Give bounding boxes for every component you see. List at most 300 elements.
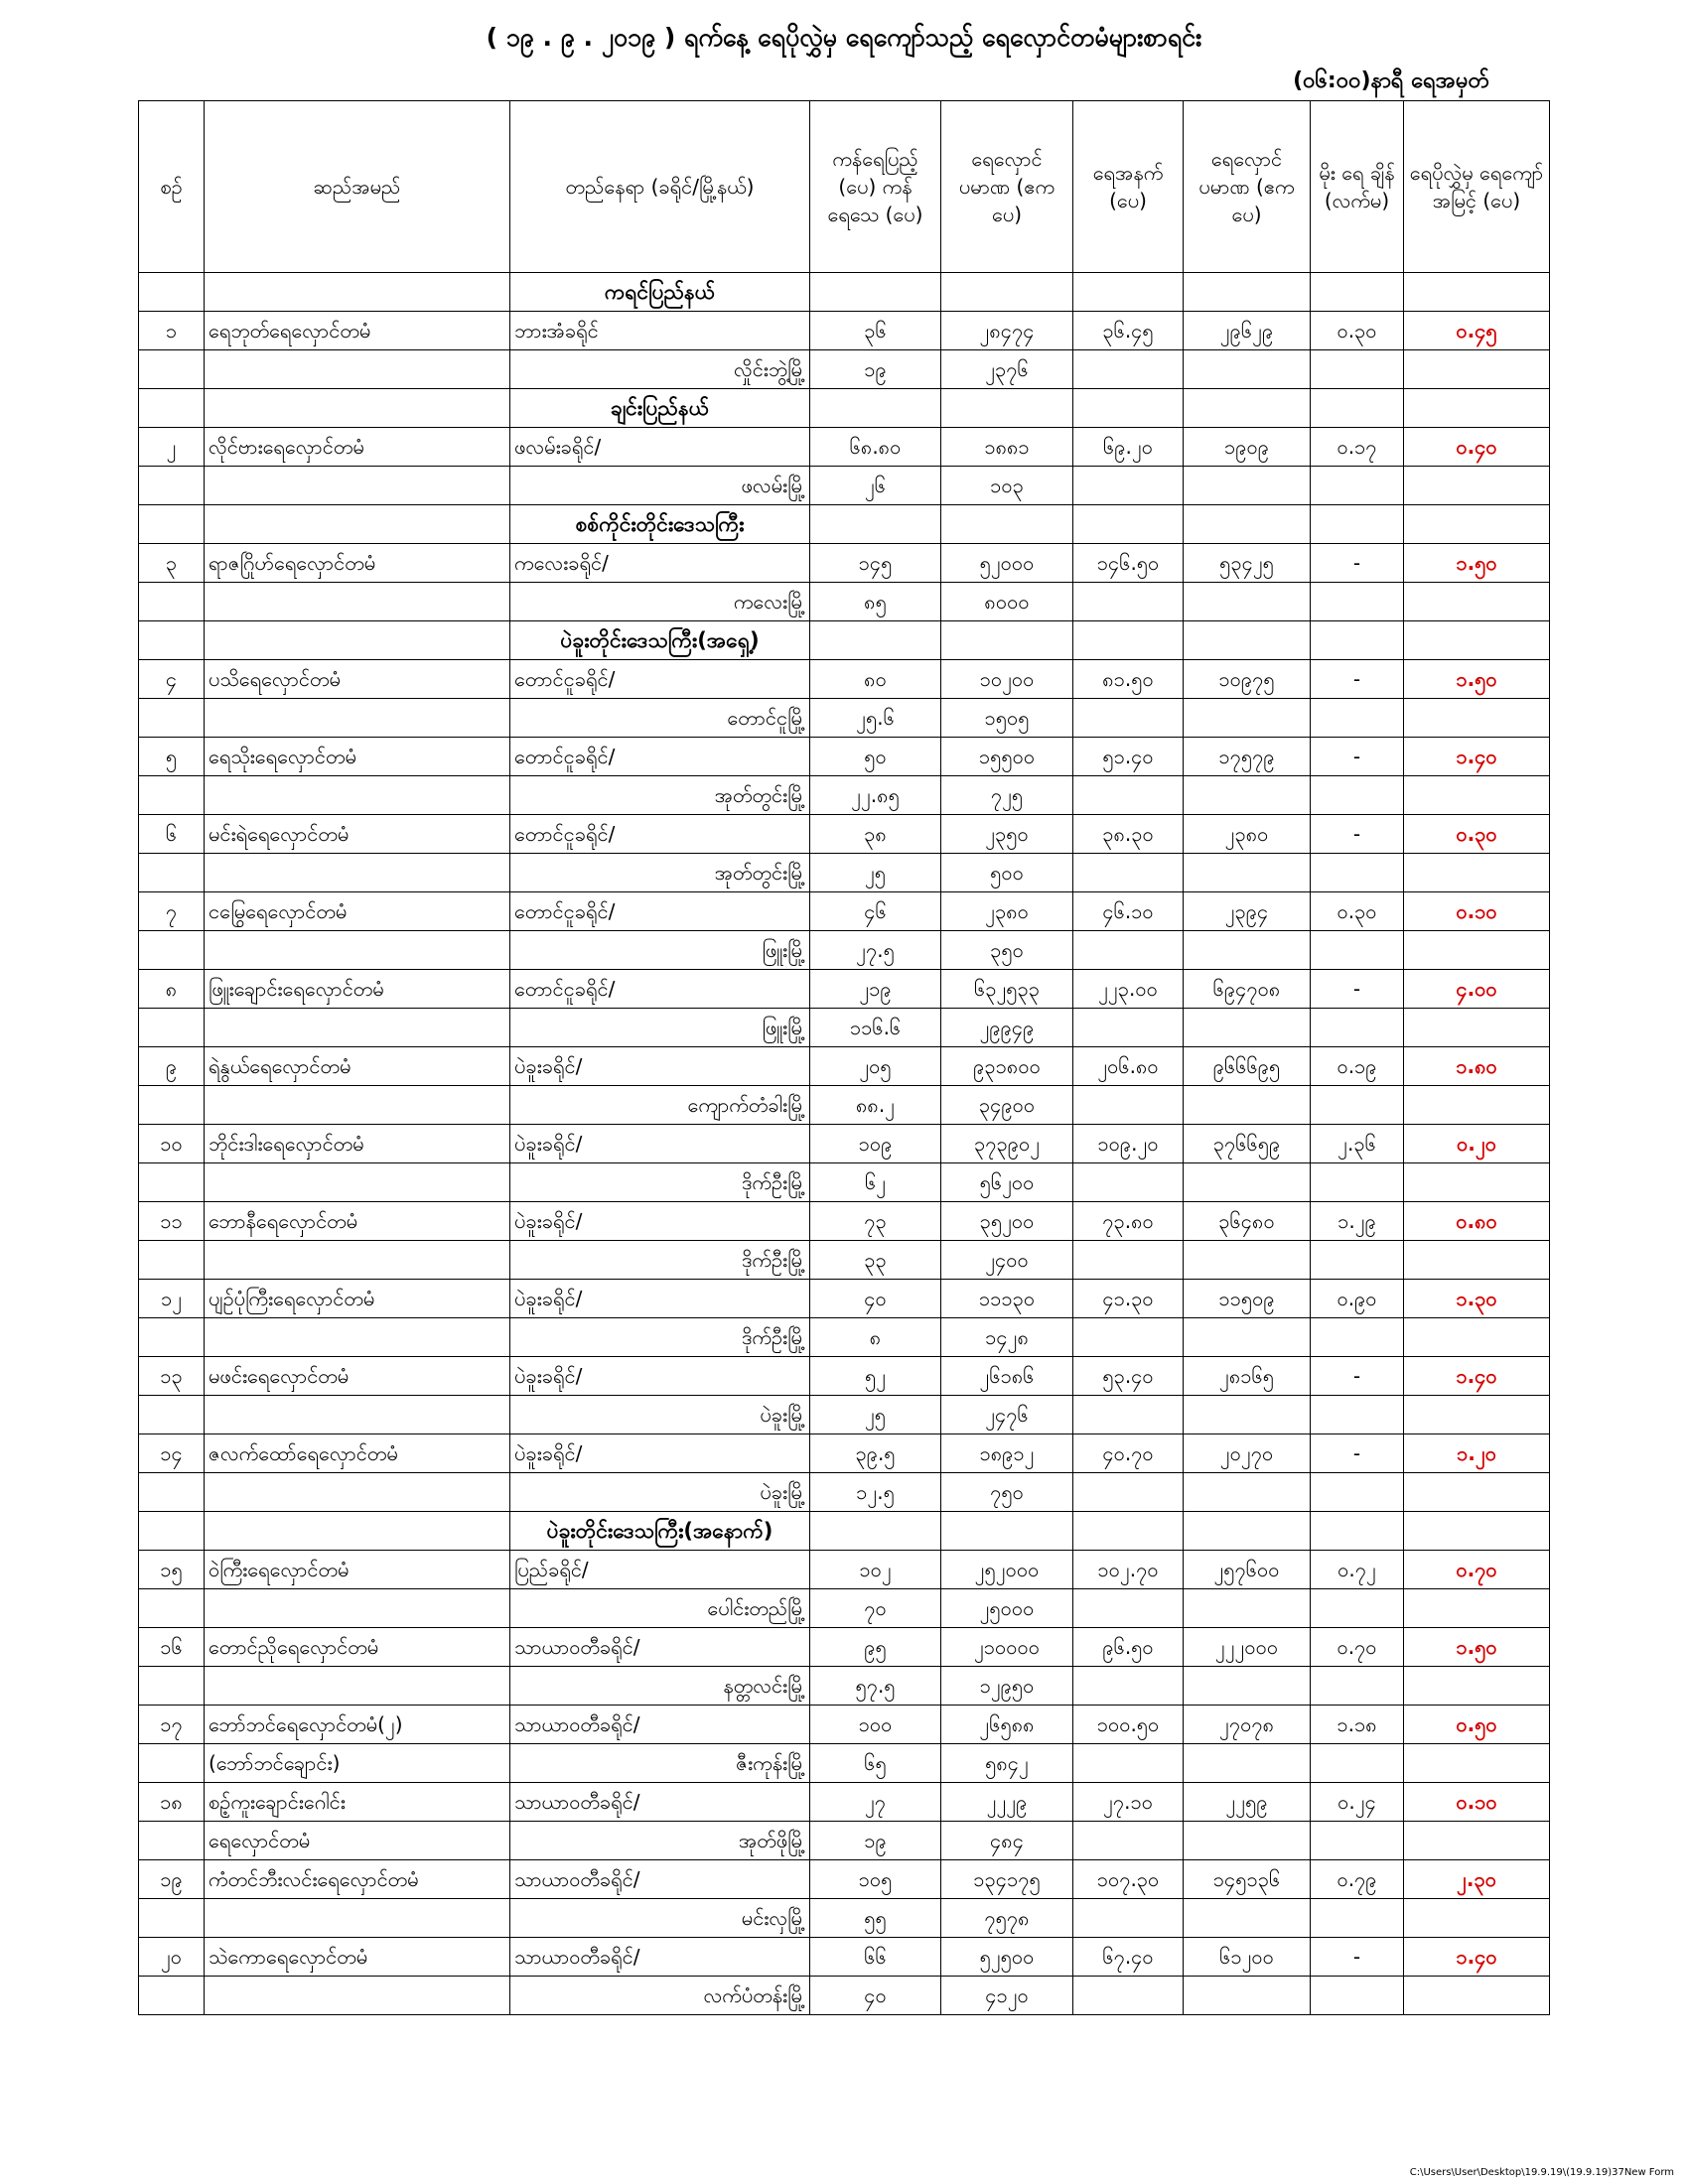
district: သာယာဝတီခရိုင်/ <box>510 1783 810 1822</box>
full-level: ၃၆ <box>810 312 941 350</box>
water-level: ၈၁.၅၀ <box>1073 660 1184 699</box>
full-level: ၈၀ <box>810 660 941 699</box>
table-row <box>139 1125 1550 1163</box>
storage: ၂၃၉၄ <box>1184 892 1311 931</box>
storage: ၁၄၅၁၃၆ <box>1184 1860 1311 1899</box>
empty-cell <box>941 505 1073 544</box>
township: လှိုင်းဘွဲ့မြို့ <box>510 350 810 389</box>
dam-name-line2 <box>205 854 510 892</box>
storage: ၆၁၂၀၀ <box>1184 1938 1311 1977</box>
empty-cell <box>1311 1086 1404 1125</box>
empty-cell <box>1184 467 1311 505</box>
dam-name: လိုင်ဗားရေလှောင်တမံ <box>205 428 510 467</box>
page-subtitle: (၀၆:၀၀)နာရီ ရေအမှတ် <box>1293 68 1489 93</box>
empty-cell <box>1073 389 1184 428</box>
overflow-height: ၀.၃၀ <box>1404 815 1550 854</box>
empty-cell <box>1184 1473 1311 1512</box>
district: တောင်ငူခရိုင်/ <box>510 738 810 776</box>
township: ဒိုက်ဦးမြို့ <box>510 1163 810 1202</box>
table-header-row <box>139 101 1550 273</box>
district: သာယာဝတီခရိုင်/ <box>510 1860 810 1899</box>
table-row <box>139 1860 1550 1899</box>
overflow-height: ၄.၀၀ <box>1404 970 1550 1009</box>
empty-cell <box>1184 1899 1311 1938</box>
empty-cell <box>139 1163 205 1202</box>
rainfall: ၁.၁၈ <box>1311 1706 1404 1744</box>
rainfall: ၁.၂၉ <box>1311 1202 1404 1241</box>
empty-cell <box>139 1899 205 1938</box>
empty-cell <box>1404 1009 1550 1047</box>
empty-cell <box>205 621 510 660</box>
rainfall: - <box>1311 1357 1404 1396</box>
water-level: ၁၄၆.၅၀ <box>1073 544 1184 583</box>
full-level: ၃၈ <box>810 815 941 854</box>
dam-name-line2 <box>205 1396 510 1434</box>
empty-cell <box>1073 273 1184 312</box>
empty-cell <box>139 1241 205 1280</box>
empty-cell <box>205 389 510 428</box>
dam-name: ရေသိုးရေလှောင်တမံ <box>205 738 510 776</box>
empty-cell <box>1404 1744 1550 1783</box>
empty-cell <box>139 1396 205 1434</box>
empty-cell <box>139 1512 205 1551</box>
empty-cell <box>1404 699 1550 738</box>
district: ပဲခူးခရိုင်/ <box>510 1434 810 1473</box>
header-location: တည်နေရာ (ခရိုင်/မြို့နယ်) <box>510 101 810 273</box>
dead-capacity: ၂၅၀၀၀ <box>941 1589 1073 1628</box>
empty-cell <box>1073 776 1184 815</box>
empty-cell <box>139 1473 205 1512</box>
header-full-level: ကန်ရေပြည့် (ပေ) ကန်ရေသေ (ပေ) <box>810 101 941 273</box>
table-row <box>139 1357 1550 1396</box>
empty-cell <box>1073 1899 1184 1938</box>
dam-name: ငမြွေရေလှောင်တမံ <box>205 892 510 931</box>
capacity: ၂၆၁၈၆ <box>941 1357 1073 1396</box>
township: မင်းလှမြို့ <box>510 1899 810 1938</box>
dam-table <box>138 100 1550 2015</box>
empty-cell <box>1311 1163 1404 1202</box>
row-number: ၆ <box>139 815 205 854</box>
district: တောင်ငူခရိုင်/ <box>510 970 810 1009</box>
district: တောင်ငူခရိုင်/ <box>510 892 810 931</box>
empty-cell <box>139 854 205 892</box>
empty-cell <box>810 389 941 428</box>
table-row <box>139 312 1550 350</box>
rainfall: ၀.၇၂ <box>1311 1551 1404 1589</box>
dead-level: ၇၀ <box>810 1589 941 1628</box>
table-row <box>139 1706 1550 1744</box>
rainfall: - <box>1311 970 1404 1009</box>
full-level: ၅၂ <box>810 1357 941 1396</box>
empty-cell <box>1311 1977 1404 2015</box>
full-level: ၆၈.၈၀ <box>810 428 941 467</box>
empty-cell <box>139 1977 205 2015</box>
empty-cell <box>1184 583 1311 621</box>
storage: ၂၃၈၀ <box>1184 815 1311 854</box>
empty-cell <box>205 505 510 544</box>
full-level: ၂၀၅ <box>810 1047 941 1086</box>
dam-name: သဲကောရေလှောင်တမံ <box>205 1938 510 1977</box>
storage: ၂၂၅၉ <box>1184 1783 1311 1822</box>
capacity: ၃၅၂၀၀ <box>941 1202 1073 1241</box>
empty-cell <box>810 1512 941 1551</box>
empty-cell <box>1073 854 1184 892</box>
dam-name: ရဲနွယ်ရေလှောင်တမံ <box>205 1047 510 1086</box>
row-number: ၁၇ <box>139 1706 205 1744</box>
empty-cell <box>1073 1589 1184 1628</box>
dam-name: ဖြူးချောင်းရေလှောင်တမံ <box>205 970 510 1009</box>
empty-cell <box>139 1009 205 1047</box>
region-name: ချင်းပြည်နယ် <box>510 389 810 428</box>
region-name: ကရင်ပြည်နယ် <box>510 273 810 312</box>
water-level: ၅၃.၄၀ <box>1073 1357 1184 1396</box>
row-number: ၁၀ <box>139 1125 205 1163</box>
capacity: ၉၃၁၈၀၀ <box>941 1047 1073 1086</box>
overflow-height: ၀.၂၀ <box>1404 1125 1550 1163</box>
region-name: ပဲခူးတိုင်းဒေသကြီး(အရှေ့) <box>510 621 810 660</box>
empty-cell <box>1073 1318 1184 1357</box>
region-row <box>139 1512 1550 1551</box>
empty-cell <box>1404 583 1550 621</box>
storage: ၂၀၂၇၀ <box>1184 1434 1311 1473</box>
empty-cell <box>1184 1163 1311 1202</box>
rainfall: ၂.၃၆ <box>1311 1125 1404 1163</box>
page-title: ( ၁၉ . ၉ . ၂၀၁၉ ) ရက်နေ့ ရေပိုလွှဲမှ ရေကျော်သည့် ရေလှောင်တမံများစာရင်း <box>486 23 1202 52</box>
dead-level: ၃၃ <box>810 1241 941 1280</box>
dead-capacity: ၃၅၀ <box>941 931 1073 970</box>
dead-capacity: ၄၈၄ <box>941 1822 1073 1860</box>
water-level: ၃၆.၄၅ <box>1073 312 1184 350</box>
dead-capacity: ၂၉၉၄၉ <box>941 1009 1073 1047</box>
dead-level: ၆၅ <box>810 1744 941 1783</box>
water-level: ၃၈.၃၀ <box>1073 815 1184 854</box>
dead-capacity: ၇၂၅ <box>941 776 1073 815</box>
dam-name-line2 <box>205 1899 510 1938</box>
table-row <box>139 1628 1550 1667</box>
capacity: ၅၂၅၀၀ <box>941 1938 1073 1977</box>
dam-name-line2 <box>205 1009 510 1047</box>
dead-capacity: ၁၅၀၅ <box>941 699 1073 738</box>
overflow-height: ၀.၄၅ <box>1404 312 1550 350</box>
empty-cell <box>139 1318 205 1357</box>
dead-capacity: ၁၂၉၅၀ <box>941 1667 1073 1706</box>
overflow-height: ၁.၅၀ <box>1404 660 1550 699</box>
full-level: ၁၀၉ <box>810 1125 941 1163</box>
rainfall: - <box>1311 1938 1404 1977</box>
full-level: ၁၄၅ <box>810 544 941 583</box>
file-path-footer: C:\Users\User\Desktop\19.9.19\(19.9.19)37New Form <box>1409 2167 1674 2178</box>
empty-cell <box>1073 1744 1184 1783</box>
rainfall: ၀.၃၀ <box>1311 892 1404 931</box>
dead-level: ၂၅ <box>810 854 941 892</box>
empty-cell <box>1311 350 1404 389</box>
empty-cell <box>1404 1163 1550 1202</box>
dam-name-line2: (ဘော်ဘင်ချောင်း) <box>205 1744 510 1783</box>
region-row <box>139 273 1550 312</box>
row-number: ၇ <box>139 892 205 931</box>
storage: ၁၇၅၇၉ <box>1184 738 1311 776</box>
dam-name-line2 <box>205 931 510 970</box>
dead-level: ၁၉ <box>810 350 941 389</box>
table-row-sub <box>139 1744 1550 1783</box>
township: တောင်ငူမြို့ <box>510 699 810 738</box>
empty-cell <box>1184 1822 1311 1860</box>
rainfall: - <box>1311 660 1404 699</box>
empty-cell <box>941 273 1073 312</box>
empty-cell <box>1404 931 1550 970</box>
dam-name: ဘိုင်းဒါးရေလှောင်တမံ <box>205 1125 510 1163</box>
dead-capacity: ၇၅၀ <box>941 1473 1073 1512</box>
township: ပဲခူးမြို့ <box>510 1473 810 1512</box>
water-level: ၆၉.၂၀ <box>1073 428 1184 467</box>
table-row-sub <box>139 583 1550 621</box>
dead-level: ၄၀ <box>810 1977 941 2015</box>
dead-capacity: ၈၀၀၀ <box>941 583 1073 621</box>
capacity: ၂၃၈၀ <box>941 892 1073 931</box>
empty-cell <box>1184 1589 1311 1628</box>
capacity: ၂၃၅၀ <box>941 815 1073 854</box>
dead-capacity: ၅၆၂၀၀ <box>941 1163 1073 1202</box>
empty-cell <box>139 583 205 621</box>
dead-level: ၂၅ <box>810 1396 941 1434</box>
empty-cell <box>1073 1473 1184 1512</box>
dam-name: ရာဇဂြိုဟ်ရေလှောင်တမံ <box>205 544 510 583</box>
table-row <box>139 738 1550 776</box>
row-number: ၈ <box>139 970 205 1009</box>
dead-level: ၈ <box>810 1318 941 1357</box>
dead-capacity: ၂၃၇၆ <box>941 350 1073 389</box>
table-row <box>139 1047 1550 1086</box>
empty-cell <box>1404 389 1550 428</box>
empty-cell <box>139 699 205 738</box>
dam-name-line2 <box>205 1163 510 1202</box>
dam-name: ဝဲကြီးရေလှောင်တမံ <box>205 1551 510 1589</box>
empty-cell <box>1404 1473 1550 1512</box>
row-number: ၄ <box>139 660 205 699</box>
empty-cell <box>1404 1589 1550 1628</box>
overflow-height: ၁.၅၀ <box>1404 544 1550 583</box>
overflow-height: ၁.၃၀ <box>1404 1280 1550 1318</box>
empty-cell <box>810 621 941 660</box>
empty-cell <box>1073 1396 1184 1434</box>
capacity: ၂၈၄၇၄ <box>941 312 1073 350</box>
dam-name: စဥ့်ကူးချောင်းဂေါင်း <box>205 1783 510 1822</box>
empty-cell <box>1184 350 1311 389</box>
dead-level: ၅၇.၅ <box>810 1667 941 1706</box>
empty-cell <box>1404 1318 1550 1357</box>
dead-capacity: ၅၀၀ <box>941 854 1073 892</box>
empty-cell <box>1404 1977 1550 2015</box>
empty-cell <box>139 273 205 312</box>
capacity: ၃၇၃၉၀၂ <box>941 1125 1073 1163</box>
empty-cell <box>139 1086 205 1125</box>
table-body <box>139 273 1550 2015</box>
township: ပဲခူးမြို့ <box>510 1396 810 1434</box>
empty-cell <box>941 1512 1073 1551</box>
region-row <box>139 389 1550 428</box>
township: နတ္တလင်းမြို့ <box>510 1667 810 1706</box>
overflow-height: ၁.၄၀ <box>1404 738 1550 776</box>
dam-name-line2 <box>205 583 510 621</box>
table-row <box>139 544 1550 583</box>
dam-name: ကံတင်ဘီးလင်းရေလှောင်တမံ <box>205 1860 510 1899</box>
dam-name-line2 <box>205 1318 510 1357</box>
empty-cell <box>1311 621 1404 660</box>
dead-capacity: ၅၈၄၂ <box>941 1744 1073 1783</box>
empty-cell <box>1311 389 1404 428</box>
empty-cell <box>1404 854 1550 892</box>
empty-cell <box>205 273 510 312</box>
full-level: ၁၀၅ <box>810 1860 941 1899</box>
empty-cell <box>1404 1512 1550 1551</box>
empty-cell <box>1184 1318 1311 1357</box>
water-level: ၄၀.၇၀ <box>1073 1434 1184 1473</box>
header-no: စဉ် <box>139 101 205 273</box>
storage: ၂၇၀၇၈ <box>1184 1706 1311 1744</box>
dam-name: ဘောနီရေလှောင်တမံ <box>205 1202 510 1241</box>
table-row-sub <box>139 1163 1550 1202</box>
dead-capacity: ၇၅၇၈ <box>941 1899 1073 1938</box>
dam-name: ပသိရေလှောင်တမံ <box>205 660 510 699</box>
rainfall: ၀.၂၄ <box>1311 1783 1404 1822</box>
dead-capacity: ၁၀၃ <box>941 467 1073 505</box>
storage: ၂၈၁၆၅ <box>1184 1357 1311 1396</box>
header-overflow: ရေပိုလွှဲမှ ရေကျော် အမြင့် (ပေ) <box>1404 101 1550 273</box>
water-level: ၇၃.၈၀ <box>1073 1202 1184 1241</box>
rainfall: ၀.၁၇ <box>1311 428 1404 467</box>
empty-cell <box>1073 1512 1184 1551</box>
township: အုတ်ဖိုမြို့ <box>510 1822 810 1860</box>
empty-cell <box>1311 583 1404 621</box>
empty-cell <box>1404 467 1550 505</box>
empty-cell <box>1404 1667 1550 1706</box>
empty-cell <box>1073 1086 1184 1125</box>
district: သာယာဝတီခရိုင်/ <box>510 1706 810 1744</box>
table-row <box>139 1202 1550 1241</box>
table-row-sub <box>139 467 1550 505</box>
capacity: ၁၈၉၁၂ <box>941 1434 1073 1473</box>
empty-cell <box>1404 1086 1550 1125</box>
water-level: ၅၁.၄၀ <box>1073 738 1184 776</box>
storage: ၁၁၅၀၉ <box>1184 1280 1311 1318</box>
rainfall: - <box>1311 544 1404 583</box>
empty-cell <box>139 350 205 389</box>
dam-name: တောင်ညိုရေလှောင်တမံ <box>205 1628 510 1667</box>
capacity: ၁၁၁၃၀ <box>941 1280 1073 1318</box>
township: အုတ်တွင်းမြို့ <box>510 854 810 892</box>
row-number: ၅ <box>139 738 205 776</box>
water-level: ၄၁.၃၀ <box>1073 1280 1184 1318</box>
table-row-sub <box>139 1899 1550 1938</box>
capacity: ၁၀၂၀၀ <box>941 660 1073 699</box>
dead-capacity: ၄၁၂၀ <box>941 1977 1073 2015</box>
empty-cell <box>1184 1667 1311 1706</box>
full-level: ၇၃ <box>810 1202 941 1241</box>
full-level: ၂၇ <box>810 1783 941 1822</box>
full-level: ၉၅ <box>810 1628 941 1667</box>
dead-capacity: ၂၄၇၆ <box>941 1396 1073 1434</box>
empty-cell <box>139 621 205 660</box>
storage: ၂၉၆၂၉ <box>1184 312 1311 350</box>
empty-cell <box>139 389 205 428</box>
region-row <box>139 505 1550 544</box>
table-row-sub <box>139 1086 1550 1125</box>
header-name: ဆည်အမည် <box>205 101 510 273</box>
dam-name-line2 <box>205 1241 510 1280</box>
rainfall: ၀.၃၀ <box>1311 312 1404 350</box>
township: ပေါင်းတည်မြို့ <box>510 1589 810 1628</box>
empty-cell <box>1311 1822 1404 1860</box>
district: ပဲခူးခရိုင်/ <box>510 1047 810 1086</box>
empty-cell <box>139 505 205 544</box>
header-water-level: ရေအနက် (ပေ) <box>1073 101 1184 273</box>
dead-level: ၈၈.၂ <box>810 1086 941 1125</box>
overflow-height: ၀.၁၀ <box>1404 892 1550 931</box>
empty-cell <box>1073 931 1184 970</box>
dead-level: ၆၂ <box>810 1163 941 1202</box>
empty-cell <box>810 273 941 312</box>
dead-level: ၈၅ <box>810 583 941 621</box>
overflow-height: ၀.၈၀ <box>1404 1202 1550 1241</box>
township: ဖြူးမြို့ <box>510 1009 810 1047</box>
rainfall: ၀.၇၉ <box>1311 1860 1404 1899</box>
dead-level: ၂၇.၅ <box>810 931 941 970</box>
dam-name-line2 <box>205 1977 510 2015</box>
empty-cell <box>1184 1241 1311 1280</box>
empty-cell <box>1311 776 1404 815</box>
overflow-height: ၂.၃၀ <box>1404 1860 1550 1899</box>
dead-capacity: ၂၄၀၀ <box>941 1241 1073 1280</box>
dead-level: ၂၅.၆ <box>810 699 941 738</box>
capacity: ၅၂၀၀၀ <box>941 544 1073 583</box>
full-level: ၅၀ <box>810 738 941 776</box>
empty-cell <box>1073 621 1184 660</box>
full-level: ၁၀၂ <box>810 1551 941 1589</box>
empty-cell <box>1404 505 1550 544</box>
empty-cell <box>139 1744 205 1783</box>
full-level: ၄၆ <box>810 892 941 931</box>
row-number: ၉ <box>139 1047 205 1086</box>
table-row-sub <box>139 1318 1550 1357</box>
row-number: ၁၄ <box>139 1434 205 1473</box>
empty-cell <box>1184 273 1311 312</box>
district: တောင်ငူခရိုင်/ <box>510 660 810 699</box>
row-number: ၁၂ <box>139 1280 205 1318</box>
table-row-sub <box>139 1667 1550 1706</box>
dam-name: မင်းရဲရေလှောင်တမံ <box>205 815 510 854</box>
empty-cell <box>1311 931 1404 970</box>
rainfall: - <box>1311 738 1404 776</box>
empty-cell <box>1404 1241 1550 1280</box>
overflow-height: ၁.၅၀ <box>1404 1628 1550 1667</box>
empty-cell <box>1311 1473 1404 1512</box>
region-row <box>139 621 1550 660</box>
table-row <box>139 1783 1550 1822</box>
table-row-sub <box>139 1473 1550 1512</box>
storage: ၆၉၄၇၀၈ <box>1184 970 1311 1009</box>
empty-cell <box>1073 1241 1184 1280</box>
empty-cell <box>1184 1744 1311 1783</box>
empty-cell <box>1184 1977 1311 2015</box>
district: ပဲခူးခရိုင်/ <box>510 1280 810 1318</box>
township: လက်ပံတန်းမြို့ <box>510 1977 810 2015</box>
water-level: ၁၀၀.၅၀ <box>1073 1706 1184 1744</box>
dam-name-line2 <box>205 467 510 505</box>
empty-cell <box>1311 1512 1404 1551</box>
dead-capacity: ၁၄၂၈ <box>941 1318 1073 1357</box>
dam-name-line2: ရေလှောင်တမံ <box>205 1822 510 1860</box>
dam-name-line2 <box>205 1473 510 1512</box>
